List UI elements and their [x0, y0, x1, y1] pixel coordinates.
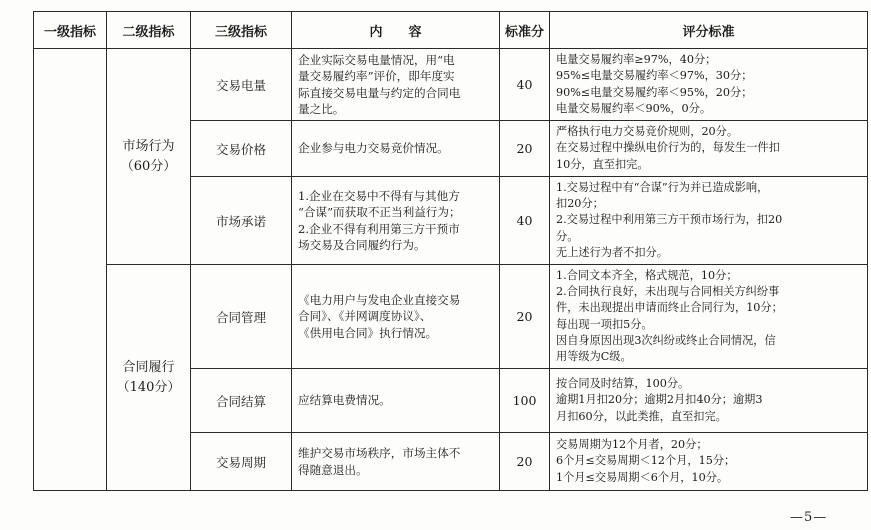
content-cell	[292, 121, 500, 177]
criteria-line: 1个月≤交易周期＜6个月，10分。	[556, 470, 729, 484]
content-line: 应结算电费情况。	[298, 393, 391, 408]
criteria-line: 2.交易过程中利用第三方干预市场行为，扣20	[556, 213, 783, 227]
group-market-cell	[107, 49, 191, 265]
header-score: 标准分	[500, 12, 550, 49]
criteria-line: 电量交易履约率＜90%，0分。	[556, 101, 712, 115]
criteria-cell	[550, 265, 868, 369]
group-market-score: （60分）	[120, 158, 177, 174]
content-cell	[292, 265, 500, 369]
score-cell: 20	[500, 433, 550, 491]
content-line: 际直接交易电量与约定的合同电	[298, 85, 461, 100]
content-line: 量之比。	[298, 102, 345, 116]
criteria-line: 交易周期为12个月者，20分；	[556, 438, 708, 452]
item-cell: 交易周期	[191, 433, 292, 491]
header-level1: 一级指标	[34, 12, 107, 49]
criteria-line: 无上述行为者不扣分。	[556, 245, 668, 259]
content-line: 场交易及合同履约行为。	[298, 238, 426, 252]
item-cell: 合同结算	[191, 369, 292, 433]
score-cell: 20	[500, 121, 550, 177]
criteria-line: 在交易过程中操纵电价行为的，每发生一件扣	[556, 141, 780, 155]
score-cell: 40	[500, 177, 550, 265]
criteria-line: 2.合同执行良好，未出现与合同相关方纠纷事	[556, 285, 780, 299]
content-line: 量交易履约率”评价，即年度实	[298, 69, 455, 83]
criteria-line: 分。	[556, 229, 579, 243]
header-content: 内 容	[292, 12, 500, 49]
score-cell: 20	[500, 265, 550, 369]
item-cell: 交易电量	[191, 49, 292, 121]
criteria-cell	[550, 121, 868, 177]
header-criteria: 评分标准	[550, 12, 868, 49]
criteria-line: 90%≤电量交易履约率＜95%，20分；	[556, 85, 753, 99]
content-cell	[292, 177, 500, 265]
criteria-line: 电量交易履约率≥97%，40分；	[556, 53, 717, 67]
criteria-line: 件，未出现提出申请而终止合同行为，10分；	[556, 301, 783, 315]
page-number: —5—	[790, 510, 828, 525]
content-line: 合同》、《并网调度协议》、	[298, 309, 432, 324]
table-row	[34, 265, 868, 369]
content-line: 2.企业不得有利用第三方干预市	[298, 221, 460, 236]
criteria-cell	[550, 177, 868, 265]
content-line: 企业参与电力交易竞价情况。	[298, 141, 449, 156]
content-cell	[292, 369, 500, 433]
content-line: “合谋”而获取不正当利益行为；	[298, 205, 461, 219]
item-cell: 市场承诺	[191, 177, 292, 265]
criteria-line: 1.交易过程中有“合谋”行为并已造成影响，	[556, 180, 769, 194]
criteria-line: 每出现一项扣5分。	[556, 317, 653, 331]
criteria-cell	[550, 49, 868, 121]
header-level2: 二级指标	[107, 12, 191, 49]
table-header-row	[34, 12, 868, 49]
criteria-line: 10分，直至扣完。	[556, 157, 649, 171]
group-contract-name: 合同履行	[122, 359, 175, 375]
item-cell: 交易价格	[191, 121, 292, 177]
criteria-line: 扣20分；	[556, 197, 604, 211]
header-level3: 三级指标	[191, 12, 292, 49]
criteria-cell	[550, 369, 868, 433]
criteria-line: 1.合同文本齐全，格式规范，10分；	[556, 268, 738, 282]
content-line: 得随意退出。	[298, 462, 368, 477]
content-line: 《供用电合同》执行情况。	[298, 325, 438, 340]
content-cell	[292, 433, 500, 491]
group-contract-score: （140分）	[116, 379, 181, 395]
criteria-line: 月扣60分，以此类推，直至扣完。	[556, 409, 727, 423]
criteria-cell	[550, 433, 868, 491]
criteria-line: 逾期1月扣20分；逾期2月扣40分；逾期3	[556, 393, 763, 407]
criteria-line: 按合同及时结算，100分。	[556, 377, 690, 391]
item-cell: 合同管理	[191, 265, 292, 369]
table-row	[34, 49, 868, 121]
content-line: 企业实际交易电量情况，用“电	[298, 52, 455, 67]
criteria-line: 严格执行电力交易竞价规则，20分。	[556, 125, 739, 139]
group-contract-cell	[107, 265, 191, 491]
content-line: 《电力用户与发电企业直接交易	[298, 292, 461, 307]
criteria-line: 因自身原因出现3次纠纷或终止合同情况，信	[556, 333, 776, 347]
group-market-name: 市场行为	[122, 138, 175, 154]
content-line: 1.企业在交易中不得有与其他方	[298, 188, 460, 203]
scoring-table	[33, 11, 868, 491]
score-cell: 40	[500, 49, 550, 121]
level1-cell	[34, 49, 107, 491]
criteria-line: 用等级为C级。	[556, 349, 632, 363]
content-line: 维护交易市场秩序，市场主体不	[298, 446, 461, 460]
score-cell: 100	[500, 369, 550, 433]
criteria-line: 95%≤电量交易履约率＜97%，30分；	[556, 69, 753, 83]
content-cell	[292, 49, 500, 121]
criteria-line: 6个月≤交易周期＜12个月，15分；	[556, 454, 736, 468]
